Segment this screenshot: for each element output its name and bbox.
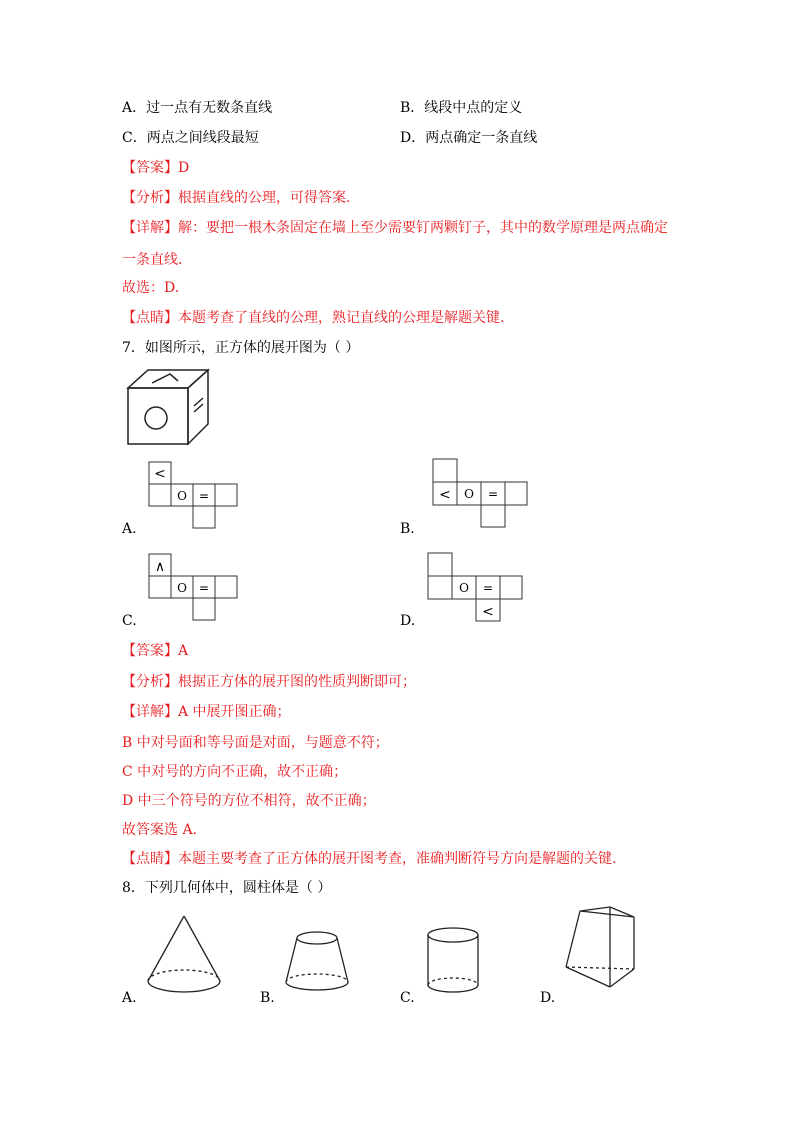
net-b	[432, 458, 528, 528]
equal-symbol: =	[487, 487, 499, 501]
label-c: C.	[122, 613, 137, 629]
label-a: A.	[122, 990, 137, 1006]
label-b: B.	[400, 521, 415, 537]
detail-line: D 中三个符号的方位不相符，故不正确；	[122, 793, 376, 809]
comment-line: 【点睛】本题考查了直线的公理，熟记直线的公理是解题关键.	[122, 310, 505, 326]
cube-figure	[126, 368, 210, 446]
label-c: C.	[400, 990, 415, 1006]
net-c	[148, 553, 240, 621]
label-d: D.	[400, 613, 416, 629]
net-a	[148, 461, 240, 529]
question-7: 7．如图所示，正方体的展开图为（ ）	[122, 340, 360, 356]
frustum-figure	[282, 930, 352, 996]
option-b: B．线段中点的定义	[400, 100, 523, 116]
question-8: 8．下列几何体中，圆柱体是（ ）	[122, 880, 332, 896]
detail-line: 一条直线.	[122, 252, 183, 268]
caret-symbol: ∧	[154, 559, 166, 575]
option-c: C．两点之间线段最短	[122, 130, 259, 146]
less-symbol: <	[439, 487, 451, 503]
less-symbol: <	[154, 466, 166, 482]
net-d	[427, 552, 523, 622]
circle-symbol: O	[177, 581, 187, 595]
option-a: A．过一点有无数条直线	[122, 100, 273, 116]
equal-symbol: =	[198, 581, 210, 595]
answer-line: 【答案】A	[122, 643, 189, 659]
cone-figure	[146, 914, 222, 996]
label-a: A.	[122, 521, 137, 537]
analysis-line: 【分析】根据正方体的展开图的性质判断即可；	[122, 674, 416, 690]
circle-symbol: O	[177, 489, 187, 503]
prism-figure	[562, 905, 642, 997]
circle-symbol: O	[459, 581, 469, 595]
option-d: D．两点确定一条直线	[400, 130, 538, 146]
label-b: B.	[260, 990, 275, 1006]
detail-line: 【详解】A 中展开图正确；	[122, 704, 291, 720]
choose-line: 故答案选 A.	[122, 822, 198, 838]
choose-line: 故选：D.	[122, 280, 180, 296]
comment-line: 【点睛】本题主要考查了正方体的展开图考查，准确判断符号方向是解题的关键.	[122, 851, 617, 867]
detail-line: C 中对号的方向不正确，故不正确；	[122, 764, 348, 780]
answer-line: 【答案】D	[122, 160, 190, 176]
equal-symbol: =	[198, 489, 210, 503]
equal-symbol: =	[482, 581, 494, 595]
circle-symbol: O	[464, 487, 474, 501]
cylinder-figure	[424, 925, 482, 997]
detail-line: 【详解】解：要把一根木条固定在墙上至少需要钉两颗钉子，其中的数学原理是两点确定	[122, 220, 668, 236]
detail-line: B 中对号面和等号面是对面，与题意不符；	[122, 735, 389, 751]
less-symbol: <	[482, 604, 494, 620]
analysis-line: 【分析】根据直线的公理，可得答案.	[122, 190, 351, 206]
label-d: D.	[540, 990, 556, 1006]
